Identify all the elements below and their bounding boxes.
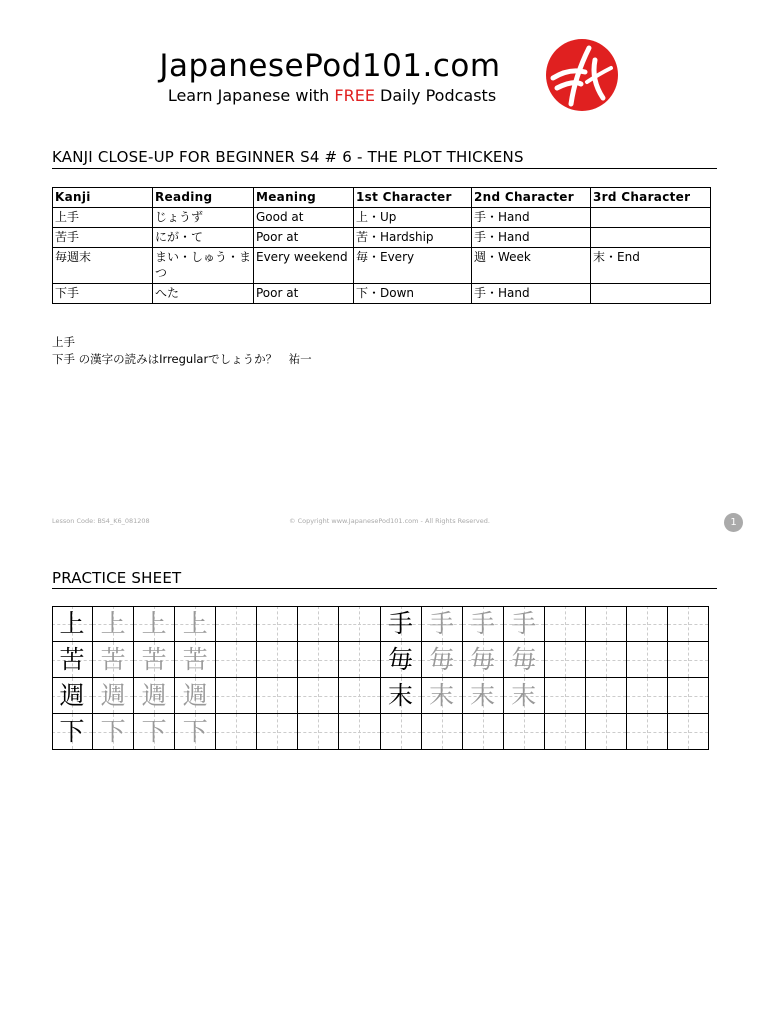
- trace-character: 苦: [141, 645, 167, 674]
- grid-guide: [545, 732, 585, 733]
- trace-character: 週: [141, 681, 167, 710]
- grid-guide: [422, 732, 462, 733]
- practice-cell: [52, 678, 93, 714]
- practice-cell: [216, 642, 257, 678]
- practice-cell: [216, 714, 257, 750]
- practice-cell: [52, 714, 93, 750]
- practice-cell: [339, 606, 380, 642]
- grid-guide: [257, 696, 297, 697]
- copyright: © Copyright www.JapanesePod101.com - All Rights Reserved.: [289, 517, 490, 525]
- table-cell: 毎週末: [53, 248, 153, 284]
- note-line: 下手 の漢字の読みはIrregularでしょうか？ 祐一: [52, 352, 312, 366]
- grid-guide: [545, 696, 585, 697]
- practice-cell: [422, 678, 463, 714]
- practice-cell: [52, 606, 93, 642]
- model-character: 週: [59, 681, 85, 710]
- grid-guide: [668, 624, 708, 625]
- practice-cell: [668, 714, 709, 750]
- table-header-row: [53, 188, 711, 208]
- trace-character: 末: [511, 681, 537, 710]
- trace-character: 上: [182, 609, 208, 638]
- table-cell: 末・End: [591, 248, 711, 284]
- grid-guide: [339, 696, 379, 697]
- practice-cell: [134, 642, 175, 678]
- practice-cell: [627, 606, 668, 642]
- trace-character: 下: [141, 717, 167, 746]
- practice-cell: [298, 642, 339, 678]
- practice-cell: [175, 678, 216, 714]
- practice-cell: [463, 678, 504, 714]
- column-header: 1st Character: [354, 188, 472, 208]
- grid-guide: [257, 624, 297, 625]
- table-cell: 週・Week: [472, 248, 591, 284]
- grid-guide: [668, 660, 708, 661]
- practice-cell: [422, 606, 463, 642]
- practice-cell: [257, 678, 298, 714]
- practice-cell: [504, 714, 545, 750]
- column-header: 2nd Character: [472, 188, 591, 208]
- table-cell: 上手: [53, 208, 153, 228]
- practice-rule: [52, 588, 717, 589]
- grid-guide: [298, 624, 338, 625]
- practice-cell: [93, 606, 134, 642]
- column-header: Meaning: [254, 188, 354, 208]
- grid-guide: [298, 696, 338, 697]
- trace-character: 下: [100, 717, 126, 746]
- grid-guide: [586, 696, 626, 697]
- grid-guide: [216, 660, 256, 661]
- grid-guide: [586, 660, 626, 661]
- page-number-badge: 1: [724, 513, 743, 532]
- trace-character: 苦: [182, 645, 208, 674]
- practice-cell: [298, 714, 339, 750]
- grid-guide: [339, 660, 379, 661]
- trace-character: 上: [141, 609, 167, 638]
- trace-character: 毎: [511, 645, 537, 674]
- grid-guide: [627, 696, 667, 697]
- table-cell: 苦手: [53, 228, 153, 248]
- grid-guide: [339, 624, 379, 625]
- japanesepod101-logo: [545, 38, 619, 112]
- grid-guide: [298, 732, 338, 733]
- practice-heading: PRACTICE SHEET: [52, 569, 182, 587]
- column-header: Kanji: [53, 188, 153, 208]
- practice-cell: [422, 642, 463, 678]
- practice-cell: [298, 678, 339, 714]
- practice-cell: [545, 606, 586, 642]
- practice-cell: [134, 606, 175, 642]
- practice-cell: [216, 606, 257, 642]
- kanji-table: [52, 187, 711, 304]
- grid-guide: [627, 732, 667, 733]
- grid-guide: [545, 660, 585, 661]
- practice-cell: [586, 714, 627, 750]
- practice-cell: [381, 714, 422, 750]
- grid-guide: [586, 732, 626, 733]
- practice-cell: [627, 714, 668, 750]
- tagline-start: Learn Japanese with: [167, 86, 335, 105]
- table-cell: Good at: [254, 208, 354, 228]
- practice-cell: [668, 606, 709, 642]
- model-character: 下: [59, 717, 85, 746]
- table-cell: 苦・Hardship: [354, 228, 472, 248]
- tagline-end: Daily Podcasts: [374, 86, 497, 105]
- grid-guide: [216, 624, 256, 625]
- table-cell: [591, 228, 711, 248]
- lesson-heading: KANJI CLOSE-UP FOR BEGINNER S4 # 6 - THE PLOT THICKENS: [52, 148, 524, 166]
- practice-cell: [257, 642, 298, 678]
- trace-character: 苦: [100, 645, 126, 674]
- practice-cell: [93, 678, 134, 714]
- practice-cell: [504, 606, 545, 642]
- practice-cell: [381, 678, 422, 714]
- grid-guide: [627, 624, 667, 625]
- practice-cell: [627, 642, 668, 678]
- practice-cell: [257, 606, 298, 642]
- practice-cell: [175, 642, 216, 678]
- practice-cell: [134, 714, 175, 750]
- table-cell: 手・Hand: [472, 284, 591, 304]
- practice-cell: [545, 642, 586, 678]
- trace-character: 手: [511, 609, 537, 638]
- heading-rule: [52, 168, 717, 169]
- practice-cell: [175, 606, 216, 642]
- trace-character: 毎: [470, 645, 496, 674]
- practice-cell: [504, 678, 545, 714]
- practice-cell: [668, 642, 709, 678]
- trace-character: 下: [182, 717, 208, 746]
- table-cell: 下手: [53, 284, 153, 304]
- practice-cell: [93, 714, 134, 750]
- table-cell: にが・て: [153, 228, 254, 248]
- grid-guide: [668, 696, 708, 697]
- grid-guide: [257, 732, 297, 733]
- table-row: [53, 208, 711, 228]
- trace-character: 末: [470, 681, 496, 710]
- student-note: [52, 334, 312, 368]
- table-cell: 毎・Every: [354, 248, 472, 284]
- practice-cell: [52, 642, 93, 678]
- practice-cell: [545, 678, 586, 714]
- lesson-code: Lesson Code: BS4_K6_081208: [52, 517, 150, 525]
- model-character: 上: [59, 609, 85, 638]
- grid-guide: [381, 732, 421, 733]
- practice-cell: [175, 714, 216, 750]
- grid-guide: [545, 624, 585, 625]
- practice-cell: [463, 606, 504, 642]
- grid-guide: [668, 732, 708, 733]
- practice-cell: [586, 606, 627, 642]
- table-cell: 下・Down: [354, 284, 472, 304]
- practice-cell: [216, 678, 257, 714]
- grid-guide: [586, 624, 626, 625]
- grid-guide: [463, 732, 503, 733]
- practice-cell: [422, 714, 463, 750]
- practice-cell: [381, 606, 422, 642]
- practice-cell: [257, 714, 298, 750]
- trace-character: 毎: [429, 645, 455, 674]
- practice-cell: [134, 678, 175, 714]
- practice-cell: [381, 642, 422, 678]
- practice-cell: [463, 642, 504, 678]
- model-character: 苦: [59, 645, 85, 674]
- practice-cell: [586, 642, 627, 678]
- column-header: 3rd Character: [591, 188, 711, 208]
- grid-guide: [504, 732, 544, 733]
- model-character: 末: [388, 681, 414, 710]
- table-cell: Every weekend: [254, 248, 354, 284]
- table-cell: じょうず: [153, 208, 254, 228]
- practice-cell: [668, 678, 709, 714]
- grid-guide: [216, 732, 256, 733]
- grid-guide: [216, 696, 256, 697]
- trace-character: 末: [429, 681, 455, 710]
- grid-guide: [627, 660, 667, 661]
- practice-cell: [545, 714, 586, 750]
- table-cell: へた: [153, 284, 254, 304]
- note-line: 上手: [52, 335, 75, 349]
- practice-cell: [298, 606, 339, 642]
- practice-cell: [93, 642, 134, 678]
- model-character: 毎: [388, 645, 414, 674]
- site-title: JapanesePod101.com: [159, 48, 501, 84]
- tagline-free: FREE: [334, 86, 375, 105]
- table-cell: [591, 284, 711, 304]
- grid-guide: [339, 732, 379, 733]
- trace-character: 上: [100, 609, 126, 638]
- column-header: Reading: [153, 188, 254, 208]
- table-cell: Poor at: [254, 284, 354, 304]
- table-cell: Poor at: [254, 228, 354, 248]
- practice-cell: [339, 678, 380, 714]
- practice-cell: [504, 642, 545, 678]
- model-character: 手: [388, 609, 414, 638]
- trace-character: 週: [100, 681, 126, 710]
- practice-cell: [339, 714, 380, 750]
- trace-character: 手: [429, 609, 455, 638]
- table-row: [53, 284, 711, 304]
- table-cell: 手・Hand: [472, 228, 591, 248]
- practice-cell: [627, 678, 668, 714]
- trace-character: 週: [182, 681, 208, 710]
- practice-cell: [586, 678, 627, 714]
- table-cell: まい・しゅう・まつ: [153, 248, 254, 284]
- practice-grid: [52, 606, 709, 750]
- table-cell: [591, 208, 711, 228]
- grid-guide: [257, 660, 297, 661]
- trace-character: 手: [470, 609, 496, 638]
- table-row: [53, 248, 711, 284]
- table-row: [53, 228, 711, 248]
- table-cell: 上・Up: [354, 208, 472, 228]
- practice-cell: [339, 642, 380, 678]
- practice-cell: [463, 714, 504, 750]
- grid-guide: [298, 660, 338, 661]
- table-cell: 手・Hand: [472, 208, 591, 228]
